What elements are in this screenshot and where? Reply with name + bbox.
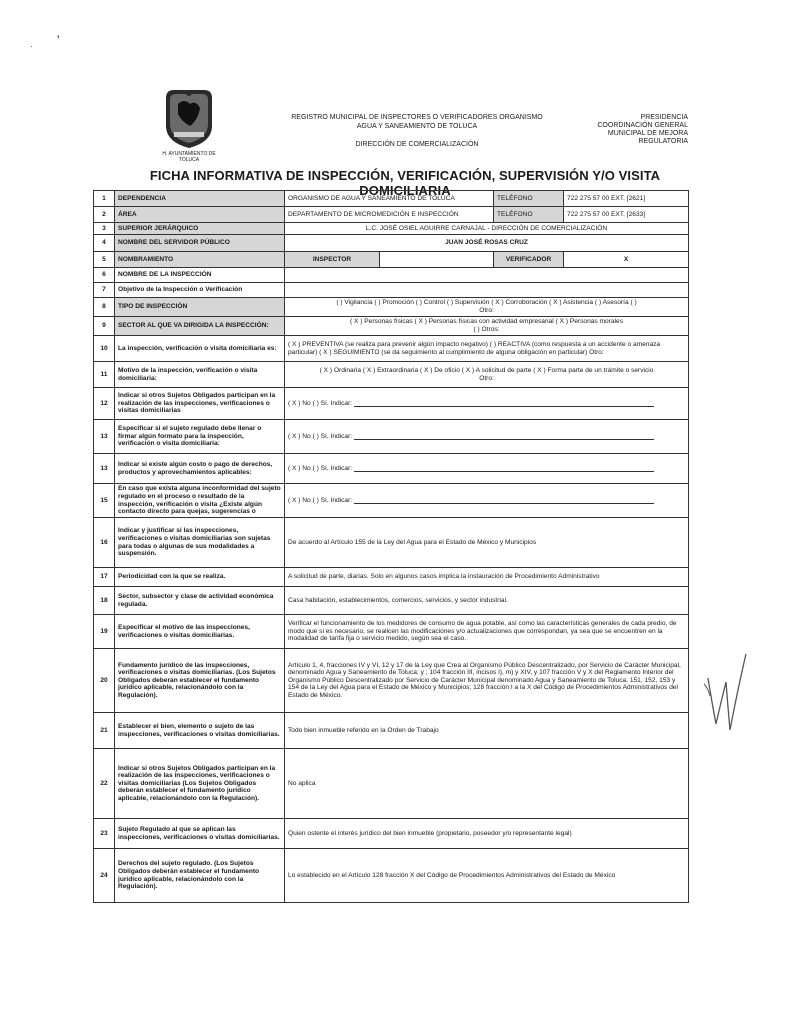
row-tipo-inspeccion — [94, 298, 689, 317]
value-inconformidad — [285, 484, 689, 518]
row-nombramiento — [94, 252, 689, 268]
row-number: 2 — [94, 207, 115, 223]
indicar-line — [354, 465, 654, 472]
label-derechos: Derechos del sujeto regulado. (Los Sujetos Obligados deberán establecer el fundamento jurídico aplicable, relacionándolo con la Regulación). — [115, 849, 285, 903]
row-bien — [94, 713, 689, 749]
indicar-line — [354, 400, 654, 407]
verificador-mark: X — [564, 252, 689, 268]
option-verificador: VERIFICADOR — [494, 252, 564, 268]
label-nombramiento: NOMBRAMIENTO — [115, 252, 285, 268]
scan-speck: · — [30, 41, 33, 51]
label-dependencia: DEPENDENCIA — [115, 191, 285, 207]
row-sector — [94, 317, 689, 336]
label-telefono: TELÉFONO — [494, 191, 564, 207]
row-motivo — [94, 362, 689, 388]
value-telefono: 722 275 57 00 EXT. [2633] — [564, 207, 689, 223]
otros-sujetos-answer: ( X ) No ( ) Sí. Indicar: — [288, 399, 353, 407]
row-number: 12 — [94, 388, 115, 420]
value-nombre-inspeccion — [285, 268, 689, 283]
row-number: 4 — [94, 235, 115, 252]
toluca-coat-of-arms-logo — [156, 86, 222, 163]
value-sujeto-regulado: Quien ostente el interés jurídico del bien inmueble (propietario, poseedor y/o representante legal) — [285, 819, 689, 849]
label-costo: Indicar si existe algún costo o pago de derechos, productos y aprovechamientos aplicables: — [115, 454, 285, 484]
label-objetivo: Objetivo de la Inspección o Verificación — [115, 283, 285, 298]
inspection-form-table — [93, 190, 689, 903]
label-superior: SUPERIOR JERÁRQUICO — [115, 223, 285, 235]
row-area — [94, 207, 689, 223]
label-formato: Especificar si el sujeto regulado debe llenar o firmar algún formato para la inspección, verificación o visita domiciliaria: — [115, 420, 285, 454]
label-motivo-inspecciones: Especificar el motivo de las inspecciones, verificaciones o visitas domiciliarias. — [115, 615, 285, 649]
row-number: 10 — [94, 336, 115, 362]
row-sujeto-regulado — [94, 819, 689, 849]
label-tipo-inspeccion: TIPO DE INSPECCIÓN — [115, 298, 285, 317]
tipo-otro: Otro: — [479, 307, 494, 314]
value-otros-sujetos — [285, 388, 689, 420]
label-suspension: Indicar y justificar si las inspecciones, verificaciones o visitas domiciliarias son sujetas para todas o algunas de sus modalidades a suspensión. — [115, 518, 285, 568]
label-otros-sujetos-2: Indicar si otros Sujetos Obligados participan en la realización de las inspecciones, verificaciones o visitas domiciliarias (Los Sujetos Obligados deberán establecer el fundamento jurídico aplicable, relacionándolo con la Regulación). — [115, 749, 285, 819]
row-costo — [94, 454, 689, 484]
costo-answer: ( X ) No ( ) Sí, Indicar: — [288, 464, 353, 472]
value-formato — [285, 420, 689, 454]
registry-line-1: REGISTRO MUNICIPAL DE INSPECTORES O VERIFICADORES ORGANISMO — [291, 114, 543, 121]
row-number: 20 — [94, 649, 115, 713]
row-tipo-visita — [94, 336, 689, 362]
sector-options: ( X ) Personas físicas ( X ) Personas físicas con actividad empresarial ( X ) Personas morales — [350, 318, 624, 326]
value-dependencia: ORGANISMO DE AGUA Y SANEAMIENTO DE TOLUCA — [285, 191, 494, 207]
row-actividad — [94, 587, 689, 615]
row-number: 17 — [94, 568, 115, 587]
row-number: 19 — [94, 615, 115, 649]
value-sector — [285, 317, 689, 336]
row-derechos — [94, 849, 689, 903]
value-actividad: Casa habitación, establecimientos, comercios, servicios, y sector industrial. — [285, 587, 689, 615]
label-otros-sujetos: Indicar si otros Sujetos Obligados participan en la realización de las inspecciones, verificaciones o visitas domiciliarias — [115, 388, 285, 420]
row-number: 6 — [94, 268, 115, 283]
indicar-line — [354, 433, 654, 440]
value-derechos: Lo establecido en el Artículo 128 fracción X del Código de Procedimientos Administrativos del Estado de México — [285, 849, 689, 903]
motivo-otro: Otro: — [479, 374, 494, 382]
scan-speck: ❜ — [57, 34, 60, 44]
label-nombre-inspeccion: NOMBRE DE LA INSPECCIÓN — [115, 268, 285, 283]
label-periodicidad: Periodicidad con la que se realiza. — [115, 568, 285, 587]
row-number: 18 — [94, 587, 115, 615]
row-number: 13 — [94, 454, 115, 484]
value-otros-sujetos-2: No aplica — [285, 749, 689, 819]
value-costo — [285, 454, 689, 484]
label-servidor: NOMBRE DEL SERVIDOR PÚBLICO — [115, 235, 285, 252]
inspector-mark — [380, 252, 494, 268]
tipo-options: ( ) Vigilancia ( ) Promoción ( ) Control ( ) Supervisión ( X ) Corroboración ( X ) Asistencia ( ) Asesoría ( ) — [336, 299, 637, 307]
row-inconformidad — [94, 484, 689, 518]
row-motivo-inspecciones — [94, 615, 689, 649]
value-motivo — [285, 362, 689, 388]
row-number: 7 — [94, 283, 115, 298]
motivo-options: ( X ) Ordinaria ( X ) Extraordinaria ( X ) De oficio ( X ) A solicitud de parte ( X ) Forma parte de un trámite o servicio — [319, 366, 654, 374]
value-tipo-visita: ( X ) PREVENTIVA (se realiza para prevenir algún impacto negativo) ( ) REACTIVA (como respuesta a un accidente o amenaza particular) ( X ) SEGUIMIENTO (se da seguimiento al cumplimiento de alguna obligación en particular) Otro: — [285, 336, 689, 362]
label-bien: Establecer el bien, elemento o sujeto de las inspecciones, verificaciones o visitas domiciliarias. — [115, 713, 285, 749]
formato-answer: ( X ) No ( ) Sí, Indicar: — [288, 432, 353, 440]
row-number: 5 — [94, 252, 115, 268]
row-suspension — [94, 518, 689, 568]
direction-line: DIRECCIÓN DE COMERCIALIZACIÓN — [355, 141, 479, 148]
row-number: 11 — [94, 362, 115, 388]
ayuntamiento-caption: H. AYUNTAMIENTO DE TOLUCA — [162, 151, 216, 163]
label-motivo: Motivo de la inspección, verificación o visita domiciliaria: — [115, 362, 285, 388]
inconformidad-answer: ( X ) No ( ) Sí, Indicar: — [288, 496, 353, 504]
row-number: 16 — [94, 518, 115, 568]
registry-line-2: AGUA Y SANEAMIENTO DE TOLUCA — [356, 123, 478, 130]
row-formato — [94, 420, 689, 454]
row-periodicidad — [94, 568, 689, 587]
row-number: 13 — [94, 420, 115, 454]
label-inconformidad: En caso que exista alguna inconformidad del sujeto regulado en el proceso o resultado de la inspección, verificación o visita ¿Existe algún contacto directo para quejas, sugerencias o — [115, 484, 285, 518]
row-servidor — [94, 235, 689, 252]
label-telefono: TELÉFONO — [494, 207, 564, 223]
label-sujeto-regulado: Sujeto Regulado al que se aplican las inspecciones, verificaciones o visitas domiciliarias. — [115, 819, 285, 849]
value-suspension: De acuerdo al Artículo 155 de la Ley del Agua para el Estado de México y Municipios — [285, 518, 689, 568]
row-objetivo — [94, 283, 689, 298]
value-servidor: JUAN JOSÉ ROSAS CRUZ — [285, 235, 689, 252]
row-number: 22 — [94, 749, 115, 819]
row-number: 8 — [94, 298, 115, 317]
value-bien: Todo bien inmueble referido en la Orden de Trabajo — [285, 713, 689, 749]
row-number: 21 — [94, 713, 115, 749]
label-sector: SECTOR AL QUE VA DIRIGIDA LA INSPECCIÓN: — [115, 317, 285, 336]
header-center — [286, 113, 548, 149]
coordinacion-line: COORDINACIÓN GENERAL — [597, 122, 688, 129]
row-nombre-inspeccion — [94, 268, 689, 283]
value-periodicidad: A solicitud de parte, diarias. Solo en algunos casos implica la instauración de Procedimiento Administrativo — [285, 568, 689, 587]
value-telefono: 722 275 57 00 EXT. [2621] — [564, 191, 689, 207]
value-tipo-inspeccion — [285, 298, 689, 317]
value-objetivo — [285, 283, 689, 298]
sector-otros: ( ) Otros: — [473, 326, 500, 333]
option-inspector: INSPECTOR — [285, 252, 380, 268]
row-otros-sujetos-2 — [94, 749, 689, 819]
row-number: 24 — [94, 849, 115, 903]
header-right — [580, 114, 688, 146]
row-number: 1 — [94, 191, 115, 207]
value-superior: L.C. JOSÉ OSIEL AGUIRRE CARNAJAL - DIRECCIÓN DE COMERCIALIZACIÓN — [285, 223, 689, 235]
label-actividad: Sector, subsector y clase de actividad económica regulada. — [115, 587, 285, 615]
coat-of-arms-icon — [160, 86, 218, 150]
row-number: 23 — [94, 819, 115, 849]
indicar-line — [354, 497, 654, 504]
label-area: ÁREA — [115, 207, 285, 223]
page-title: FICHA INFORMATIVA DE INSPECCIÓN, VERIFICACIÓN, SUPERVISIÓN Y/O VISITA DOMICILIARIA — [149, 168, 661, 198]
value-fundamento: Artículo 1, 4, fracciones IV y VI, 12 y 17 de la Ley que Crea al Organismo Público Descentralizado, por Servicio de Carácter Municipal, denominado Agua y Saneamiento de Toluca; y ; 104 fracción III, incisos i), m) y XIV, y 107 fracción V y X del Reglamento Interior del Organismo Público Descentralizado por Servicio de Carácter Municipal denominado Agua y Saneamiento de Toluca, 151, 152, 153 y 154 de la Ley del Agua para el Estado de México y Municipios; 128 fracción I a la X del Código de Procedimientos Administrativos del Estado de México. — [285, 649, 689, 713]
row-number: 15 — [94, 484, 115, 518]
presidencia-line: PRESIDENCIA — [640, 114, 688, 121]
row-number: 3 — [94, 223, 115, 235]
row-number: 9 — [94, 317, 115, 336]
row-fundamento — [94, 649, 689, 713]
municipal-line: MUNICIPAL DE MEJORA — [607, 130, 688, 137]
label-tipo-visita: La inspección, verificación o visita domiciliaria es: — [115, 336, 285, 362]
row-superior — [94, 223, 689, 235]
row-otros-sujetos — [94, 388, 689, 420]
label-fundamento: Fundamento jurídico de las inspecciones, verificaciones o visitas domiciliarias. (Los Sujetos Obligados deberán establecer el fundamento jurídico aplicable, relacionándolo con la Regulación). — [115, 649, 285, 713]
value-motivo-inspecciones: Verificar el funcionamiento de los medidores de consumo de agua potable, así como las características generales de cada predio, de modo que si es necesario, se realicen las modificaciones y/o actualizaciones que correspondan, ya sea que se encuentren en la modalidad de tarifa fija o servicio medido, según sea el caso. — [285, 615, 689, 649]
regulatoria-line: REGULATORIA — [638, 138, 688, 145]
value-area: DEPARTAMENTO DE MICROMEDICIÓN E INSPECCIÓN — [285, 207, 494, 223]
row-dependencia — [94, 191, 689, 207]
handwritten-signature — [700, 648, 750, 743]
